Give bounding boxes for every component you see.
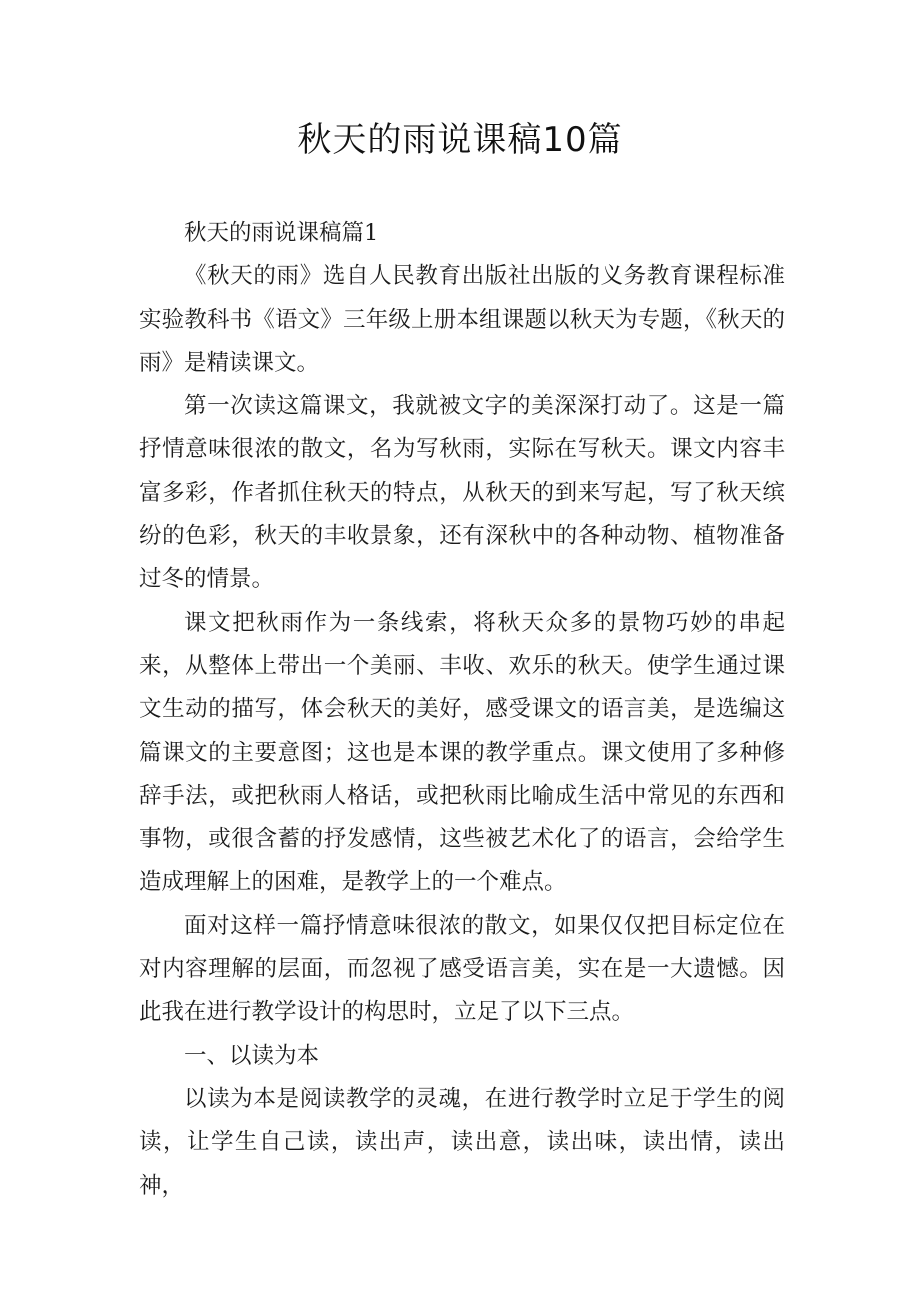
document-title: 秋天的雨说课稿10篇 [297, 120, 623, 160]
paragraph-2: 第一次读这篇课文，我就被文字的美深深打动了。这是一篇抒情意味很浓的散文，名为写秋雨，实际在写秋天。课文内容丰富多彩，作者抓住秋天的特点，从秋天的到来写起，写了秋天缤纷的色彩，秋天的丰收景象，还有深秋中的各种动物、植物准备过冬的情景。 [139, 393, 785, 593]
paragraph-5: 以读为本是阅读教学的灵魂，在进行教学时立足于学生的阅读，让学生自己读，读出声，读出意，读出味，读出情，读出神， [139, 1085, 785, 1199]
document-body [139, 212, 785, 1208]
paragraph-3: 课文把秋雨作为一条线索，将秋天众多的景物巧妙的串起来，从整体上带出一个美丽、丰收、欢乐的秋天。使学生通过课文生动的描写，体会秋天的美好，感受课文的语言美，是选编这篇课文的主要意图；这也是本课的教学重点。课文使用了多种修辞手法，或把秋雨人格话，或把秋雨比喻成生活中常见的东西和事物，或很含蓄的抒发感情，这些被艺术化了的语言，会给学生造成理解上的困难，是教学上的一个难点。 [139, 609, 785, 896]
paragraph-1: 《秋天的雨》选自人民教育出版社出版的义务教育课程标准实验教科书《语文》三年级上册本组课题以秋天为专题，《秋天的雨》是精读课文。 [139, 263, 785, 376]
subheading-reading-first: 一、以读为本 [184, 1042, 320, 1069]
section-heading: 秋天的雨说课稿篇1 [184, 220, 379, 246]
paragraph-4: 面对这样一篇抒情意味很浓的散文，如果仅仅把目标定位在对内容理解的层面，而忽视了感受语言美，实在是一大遗憾。因此我在进行教学设计的构思时，立足了以下三点。 [139, 912, 785, 1026]
